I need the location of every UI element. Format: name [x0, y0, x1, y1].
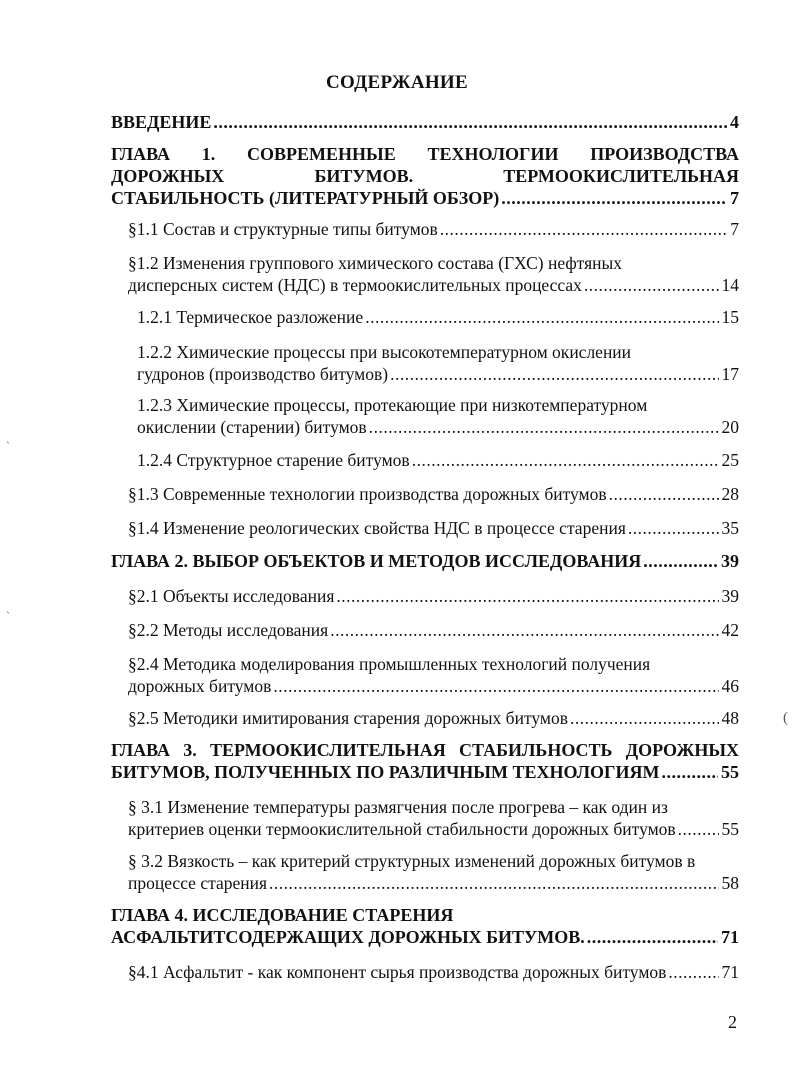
- toc-entry-text: §4.1 Асфальтит - как компонент сырья производства дорожных битумов: [128, 962, 667, 982]
- toc-entry-line-1: 1.2.3 Химические процессы, протекающие при низкотемпературном: [137, 395, 648, 415]
- toc-entry-text: §2.2 Методы исследования: [128, 620, 329, 640]
- toc-page-number: 4: [730, 112, 739, 132]
- toc-page-number: 7: [730, 188, 739, 208]
- toc-entry-line-1: ГЛАВА 4. ИССЛЕДОВАНИЕ СТАРЕНИЯ: [111, 905, 454, 925]
- toc-entry-chapter-1[interactable]: [111, 143, 739, 209]
- leader-dots: [661, 761, 718, 783]
- toc-entry-text: §1.3 Современные технологии производства дорожных битумов: [128, 484, 607, 504]
- page-number: 2: [728, 1012, 737, 1032]
- leader-dots: [570, 707, 719, 729]
- leader-dots: [501, 187, 727, 209]
- scan-artifact: ˎ: [6, 600, 10, 614]
- toc-entry-text: АСФАЛЬТИТСОДЕРЖАЩИХ ДОРОЖНЫХ БИТУМОВ.: [111, 927, 585, 947]
- scan-artifact: ˎ: [6, 430, 10, 444]
- leader-dots: [336, 585, 718, 607]
- toc-entry-text: §2.1 Объекты исследования: [128, 586, 335, 606]
- leader-dots: [584, 274, 719, 296]
- toc-page-number: 25: [721, 450, 739, 470]
- toc-entry-text: окислении (старении) битумов: [137, 417, 367, 437]
- toc-page-number: 39: [721, 551, 739, 571]
- toc-entry-text: дорожных битумов: [128, 676, 272, 696]
- toc-entry-3-2[interactable]: [128, 850, 739, 894]
- leader-dots: [668, 961, 718, 983]
- toc-entry-text: СТАБИЛЬНОСТЬ (ЛИТЕРАТУРНЫЙ ОБЗОР): [111, 188, 500, 208]
- toc-page-number: 35: [721, 518, 739, 538]
- toc-entry-1-2-3[interactable]: [137, 394, 739, 438]
- toc-entry-chapter-4[interactable]: [111, 904, 739, 948]
- toc-entry-line-1: § 3.2 Вязкость – как критерий структурных изменений дорожных битумов в: [128, 851, 696, 871]
- scan-artifact: (: [783, 710, 788, 726]
- leader-dots: [269, 872, 718, 894]
- toc-entry-text: ГЛАВА 2. ВЫБОР ОБЪЕКТОВ И МЕТОДОВ ИССЛЕДОВАНИЯ: [111, 551, 642, 571]
- toc-page-number: 17: [721, 364, 739, 384]
- toc-entry-4-1[interactable]: [128, 961, 739, 983]
- toc-entry-line-1: § 3.1 Изменение температуры размягчения после прогрева – как один из: [128, 797, 668, 817]
- leader-dots: [412, 449, 719, 471]
- toc-entry-line-1: §1.2 Изменения группового химического состава (ГХС) нефтяных: [128, 253, 623, 273]
- toc-page-number: 15: [721, 307, 739, 327]
- toc-entry-chapter-3[interactable]: [111, 739, 739, 783]
- toc-entry-line-2: ДОРОЖНЫХ БИТУМОВ. ТЕРМООКИСЛИТЕЛЬНАЯ: [111, 166, 739, 186]
- toc-title: СОДЕРЖАНИЕ: [326, 72, 468, 93]
- toc-page-number: 39: [721, 586, 739, 606]
- leader-dots: [440, 218, 727, 240]
- toc-entry-text: §2.5 Методики имитирования старения дорожных битумов: [128, 708, 568, 728]
- leader-dots: [628, 517, 719, 539]
- toc-page-number: 55: [721, 762, 739, 782]
- toc-page-number: 48: [721, 708, 739, 728]
- toc-page-number: 20: [721, 417, 739, 437]
- toc-page-number: 7: [730, 219, 739, 239]
- toc-entry-2-2[interactable]: [128, 619, 739, 641]
- toc-entry-1-4[interactable]: [128, 517, 739, 539]
- toc-entry-1-1[interactable]: [128, 218, 739, 240]
- toc-entry-text: §1.4 Изменение реологических свойства НДС в процессе старения: [128, 518, 626, 538]
- toc-page-number: 58: [721, 873, 739, 893]
- toc-page-number: 71: [721, 927, 739, 947]
- leader-dots: [390, 363, 718, 385]
- toc-entry-line-1: ГЛАВА 3. ТЕРМООКИСЛИТЕЛЬНАЯ СТАБИЛЬНОСТЬ ДОРОЖНЫХ: [111, 740, 739, 760]
- toc-entry-1-3[interactable]: [128, 483, 739, 505]
- toc-entry-text: критериев оценки термоокислительной стабильности дорожных битумов: [128, 819, 676, 839]
- leader-dots: [643, 550, 718, 572]
- toc-entry-2-5[interactable]: [128, 707, 739, 729]
- toc-entry-text: 1.2.1 Термическое разложение: [137, 307, 364, 327]
- toc-entry-text: дисперсных систем (НДС) в термоокислительных процессах: [128, 275, 582, 295]
- toc-entry-1-2-1[interactable]: [137, 306, 739, 328]
- leader-dots: [587, 926, 718, 948]
- toc-entry-3-1[interactable]: [128, 796, 739, 840]
- toc-page-number: 28: [721, 484, 739, 504]
- toc-entry-1-2[interactable]: [128, 252, 739, 296]
- toc-page-number: 46: [721, 676, 739, 696]
- leader-dots: [678, 818, 719, 840]
- toc-page-number: 71: [721, 962, 739, 982]
- toc-entry-text: §1.1 Состав и структурные типы битумов: [128, 219, 438, 239]
- toc-entry-1-2-2[interactable]: [137, 341, 739, 385]
- leader-dots: [609, 483, 719, 505]
- toc-entry-introduction[interactable]: [111, 111, 739, 133]
- toc-page-number: 42: [721, 620, 739, 640]
- toc-page-number: 14: [721, 275, 739, 295]
- toc-entry-chapter-2[interactable]: [111, 550, 739, 572]
- toc-entry-text: БИТУМОВ, ПОЛУЧЕННЫХ ПО РАЗЛИЧНЫМ ТЕХНОЛОГИЯМ: [111, 762, 660, 782]
- toc-entry-text: процессе старения: [128, 873, 268, 893]
- toc-entry-1-2-4[interactable]: [137, 449, 739, 471]
- leader-dots: [365, 306, 718, 328]
- toc-entry-line-1: §2.4 Методика моделирования промышленных технологий получения: [128, 654, 651, 674]
- leader-dots: [213, 111, 727, 133]
- toc-entry-text: ВВЕДЕНИЕ: [111, 112, 212, 132]
- toc-page-number: 55: [721, 819, 739, 839]
- toc-entry-2-4[interactable]: [128, 653, 739, 697]
- leader-dots: [369, 416, 719, 438]
- leader-dots: [330, 619, 718, 641]
- toc-entry-text: 1.2.4 Структурное старение битумов: [137, 450, 410, 470]
- toc-entry-2-1[interactable]: [128, 585, 739, 607]
- toc-entry-text: гудронов (производство битумов): [137, 364, 389, 384]
- leader-dots: [273, 675, 718, 697]
- toc-entry-line-1: 1.2.2 Химические процессы при высокотемпературном окислении: [137, 342, 632, 362]
- toc-entry-line-1: ГЛАВА 1. СОВРЕМЕННЫЕ ТЕХНОЛОГИИ ПРОИЗВОДСТВА: [111, 144, 739, 164]
